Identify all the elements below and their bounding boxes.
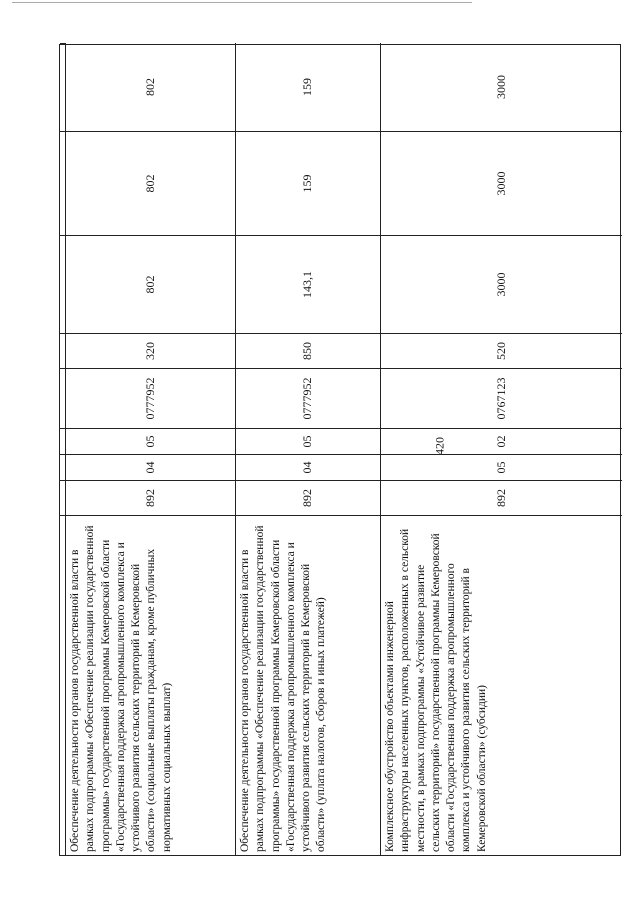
cell-expense-type: 850 (236, 333, 380, 368)
cell-amount-year-3: 3000 (493, 75, 508, 99)
cell-subsection: 05 (66, 428, 235, 454)
table-row (236, 43, 381, 855)
cell-subsection: 05 (236, 428, 380, 454)
cell-ministry-code: 892 (236, 480, 380, 515)
cell-target-article: 0767123 (381, 368, 622, 428)
budget-table (59, 44, 621, 856)
top-rule (12, 2, 472, 3)
cell-amount-year-1: 802 (66, 235, 235, 333)
row-description: Обеспечение деятельности органов государственной власти в рамках подпрограммы «Обеспечение реализации государственной программы» государственной программы Кемеровской области «Государственная поддержка агропромышленного комплекса и устойчивого развития сельских территорий в Кемеровской области» (уплата налогов, сборов и иных платежей) (236, 515, 380, 855)
cell-amount-year-3: 802 (142, 78, 157, 96)
cell-target-article: 0777952 (236, 368, 380, 428)
cell-subsection: 02 (381, 428, 622, 454)
page-number-text: 420 (432, 437, 447, 455)
cell-ministry-code: 892 (381, 480, 622, 515)
cell-section: 04 (66, 454, 235, 480)
cell-target-article: 0777952 (66, 368, 235, 428)
cell-expense-type: 320 (66, 333, 235, 368)
cell-amount-year-2: 802 (66, 131, 235, 235)
cell-amount-year-2: 3000 (381, 131, 622, 235)
cell-amount-year-2: 159 (236, 131, 380, 235)
cell-section: 05 (381, 454, 622, 480)
table-row (381, 43, 622, 855)
row-description: Обеспечение деятельности органов государственной власти в рамках подпрограммы «Обеспечение реализации государственной программы» государственной программы Кемеровской области «Государственная поддержка агропромышленного комплекса и устойчивого развития сельских территорий в Кемеровской области» (социальные выплаты гражданам, кроме публичных нормативных социальных выплат) (66, 515, 235, 855)
cell-ministry-code: 892 (66, 480, 235, 515)
cell-section: 04 (236, 454, 380, 480)
cell-amount-year-1: 143,1 (236, 235, 380, 333)
cell-expense-type: 520 (381, 333, 622, 368)
rotated-table-area (59, 44, 621, 856)
cell-amount-year-3: 159 (300, 78, 315, 96)
cell-amount-year-1: 3000 (381, 235, 622, 333)
table-row (66, 43, 236, 855)
row-description: Комплексное обустройство объектами инженерной инфраструктуры населенных пунктов, расположенных в сельской местности, в рамках подпрограммы «Устойчивое развитие сельских территорий» государственной программы Кемеровской области «Государственная поддержка агропромышленного комплекса и устойчивого развития сельских территорий в Кемеровской области» (субсидии) (381, 515, 622, 855)
